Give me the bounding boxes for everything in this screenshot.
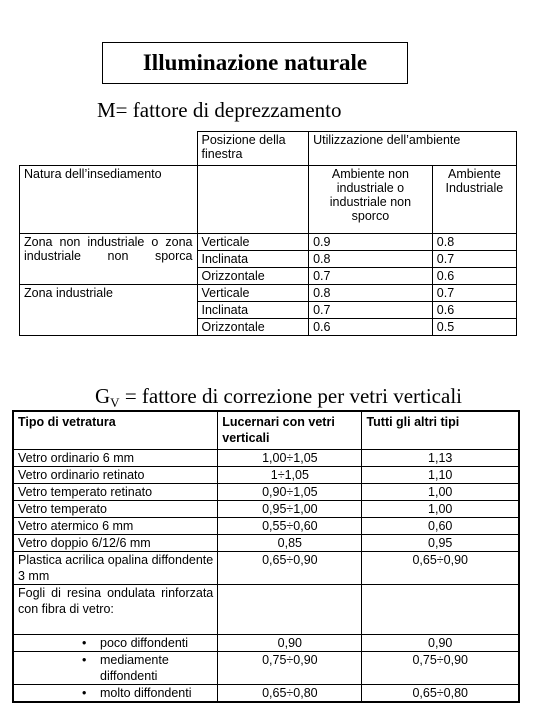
m-header-nature: Natura dell’insediamento (20, 166, 198, 234)
gv-alt: 0,90 (362, 634, 519, 651)
m-value-a: 0.9 (309, 234, 433, 251)
m-value-b: 0.8 (432, 234, 516, 251)
m-header-use: Utilizzazione dell’ambiente (309, 132, 517, 166)
m-position: Verticale (197, 234, 309, 251)
gv-alt: 0,60 (362, 517, 519, 534)
m-header-position: Posizione della finestra (197, 132, 309, 166)
bullet-glyph: • (82, 635, 87, 650)
gv-luc: 1,00÷1,05 (218, 449, 362, 466)
gv-luc: 0,85 (218, 534, 362, 551)
gv-luc: 0,90 (218, 634, 362, 651)
m-value-b: 0.6 (432, 302, 516, 319)
gv-header-type: Tipo di vetratura (13, 411, 218, 449)
gv-type: poco diffondenti (100, 635, 189, 650)
gv-alt: 0,65÷0,80 (362, 684, 519, 702)
gv-luc (218, 584, 362, 634)
gv-type: Fogli di resina ondulata rinforzata con fibra di vetro: (13, 584, 218, 634)
gv-alt: 1,00 (362, 500, 519, 517)
gv-bullet-row (13, 651, 218, 684)
gv-type: Vetro ordinario 6 mm (13, 449, 218, 466)
m-value-b: 0.6 (432, 268, 516, 285)
m-position: Orizzontale (197, 319, 309, 336)
gv-luc: 0,90÷1,05 (218, 483, 362, 500)
bullet-glyph: • (82, 652, 87, 667)
gv-heading-rest: = fattore di correzione per vetri verticali (119, 384, 462, 408)
m-value-a: 0.7 (309, 268, 433, 285)
m-group-label: Zona industriale (20, 285, 198, 336)
gv-alt: 0,65÷0,90 (362, 551, 519, 584)
m-table (19, 131, 517, 336)
gv-heading-sub: V (110, 395, 120, 410)
m-value-a: 0.7 (309, 302, 433, 319)
gv-alt: 1,13 (362, 449, 519, 466)
gv-type: Vetro doppio 6/12/6 mm (13, 534, 218, 551)
gv-type: Vetro ordinario retinato (13, 466, 218, 483)
m-position: Verticale (197, 285, 309, 302)
gv-bullet-row (13, 684, 218, 702)
gv-alt: 0,95 (362, 534, 519, 551)
gv-type: Vetro atermico 6 mm (13, 517, 218, 534)
gv-type: Vetro temperato (13, 500, 218, 517)
m-heading: M= fattore di deprezzamento (97, 98, 342, 122)
gv-type: Vetro temperato retinato (13, 483, 218, 500)
m-value-b: 0.5 (432, 319, 516, 336)
m-value-a: 0.8 (309, 251, 433, 268)
gv-alt: 0,75÷0,90 (362, 651, 519, 684)
gv-luc: 1÷1,05 (218, 466, 362, 483)
gv-bullet-row (13, 634, 218, 651)
gv-heading (95, 384, 462, 411)
gv-type: mediamente diffondenti (100, 652, 169, 683)
gv-header-altri: Tutti gli altri tipi (362, 411, 519, 449)
m-position: Inclinata (197, 251, 309, 268)
gv-alt: 1,00 (362, 483, 519, 500)
gv-header-lucernari: Lucernari con vetri verticali (218, 411, 362, 449)
m-value-a: 0.8 (309, 285, 433, 302)
bullet-glyph: • (82, 685, 87, 700)
gv-luc: 0,65÷0,80 (218, 684, 362, 702)
gv-heading-main: G (95, 384, 111, 408)
gv-alt: 1,10 (362, 466, 519, 483)
m-group-label: Zona non industriale o zona industriale non sporca (20, 234, 198, 285)
gv-alt (362, 584, 519, 634)
gv-luc: 0,65÷0,90 (218, 551, 362, 584)
m-header-industrial: Ambiente Industriale (432, 166, 516, 234)
gv-table (12, 410, 520, 703)
gv-luc: 0,95÷1,00 (218, 500, 362, 517)
gv-luc: 0,75÷0,90 (218, 651, 362, 684)
m-value-a: 0.6 (309, 319, 433, 336)
m-value-b: 0.7 (432, 251, 516, 268)
m-header-non-industrial: Ambiente non industriale o industriale non sporco (309, 166, 433, 234)
gv-luc: 0,55÷0,60 (218, 517, 362, 534)
page-title (102, 42, 408, 84)
page-title-text: Illuminazione naturale (142, 50, 368, 75)
m-value-b: 0.7 (432, 285, 516, 302)
gv-type: Plastica acrilica opalina diffondente 3 mm (13, 551, 218, 584)
m-position: Orizzontale (197, 268, 309, 285)
gv-type: molto diffondenti (100, 685, 192, 700)
m-position: Inclinata (197, 302, 309, 319)
